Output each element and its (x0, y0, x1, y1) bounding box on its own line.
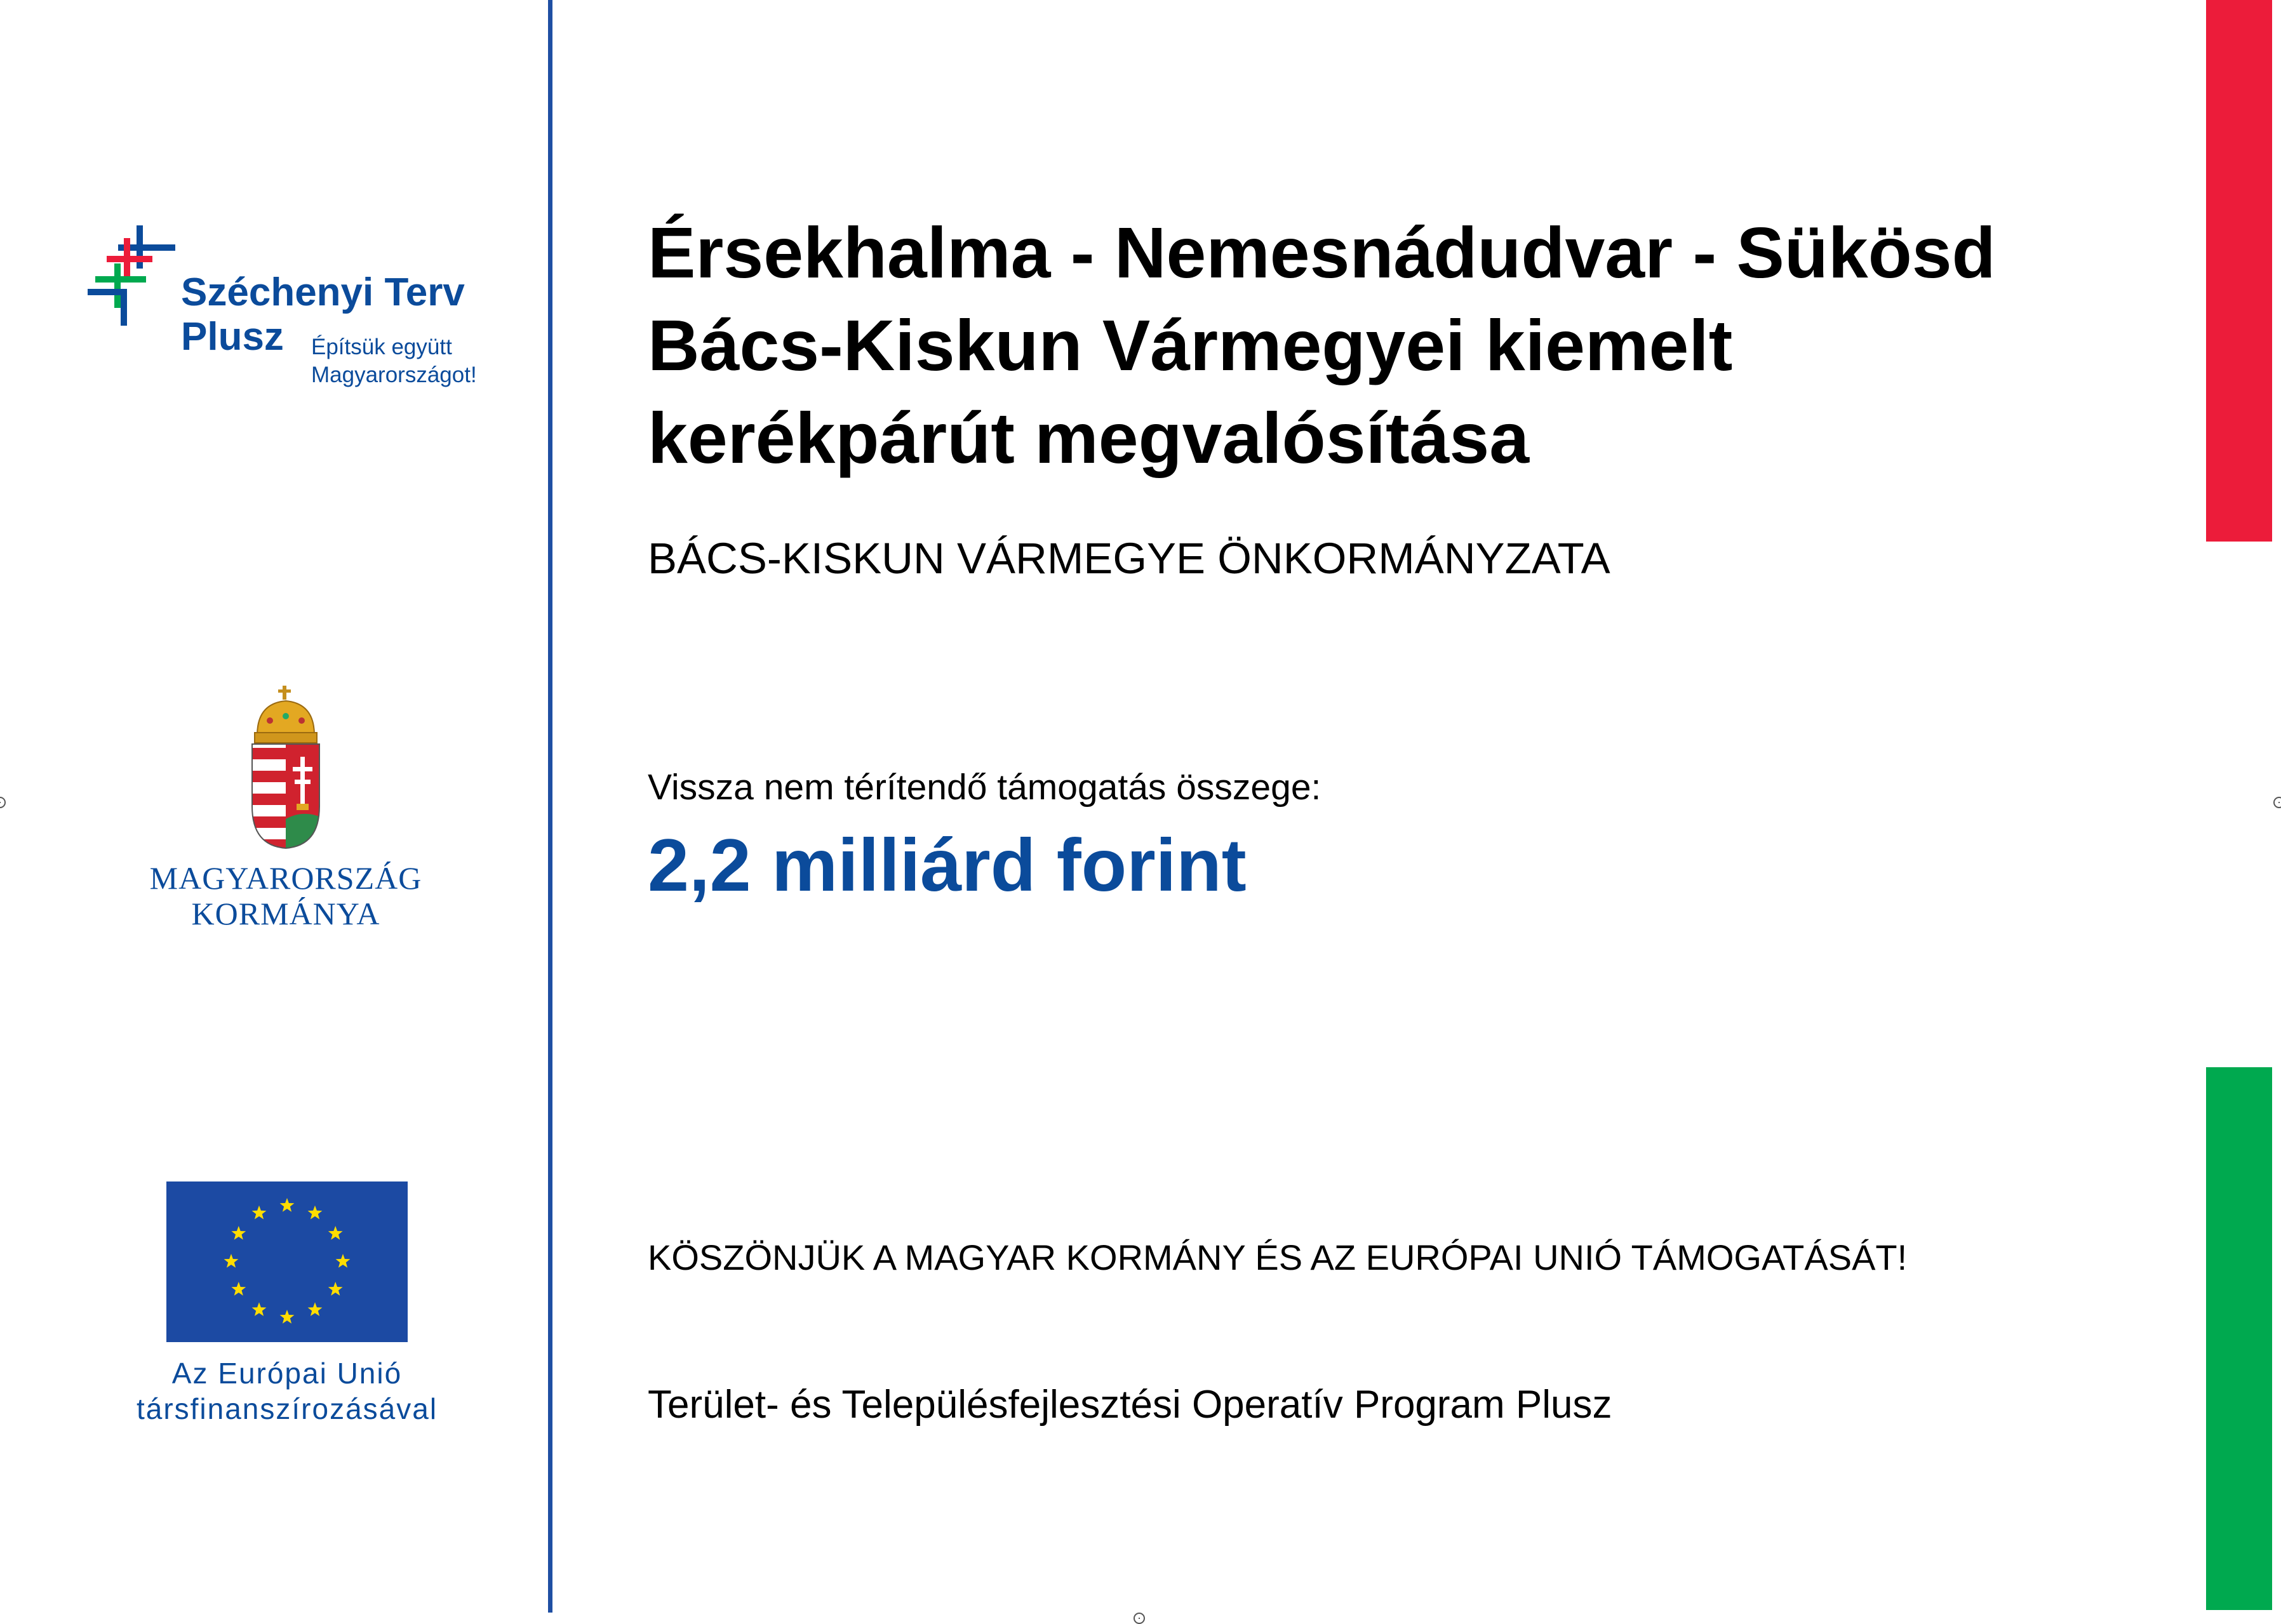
eu-flag-icon (166, 1181, 408, 1342)
szechenyi-slogan-line1: Építsük együtt (311, 335, 452, 359)
registration-mark (1134, 1613, 1145, 1624)
registration-mark (0, 797, 6, 808)
vertical-divider (548, 0, 552, 1613)
green-stripe (2206, 1067, 2272, 1610)
szechenyi-cross-icon (88, 225, 189, 327)
szechenyi-slogan-line2: Magyarországot! (311, 363, 477, 387)
project-title (648, 206, 2172, 484)
hungarian-coat-of-arms-icon (244, 686, 327, 849)
beneficiary-name: BÁCS-KISKUN VÁRMEGYE ÖNKORMÁNYZATA (648, 534, 1610, 583)
thanks-text: KÖSZÖNJÜK A MAGYAR KORMÁNY ÉS AZ EURÓPAI UNIÓ TÁMOGATÁSÁT! (648, 1237, 1908, 1277)
government-label (95, 860, 476, 931)
eu-line1: Az Európai Unió (171, 1357, 403, 1390)
szechenyi-title: Széchenyi Terv (181, 270, 465, 314)
red-stripe (2206, 0, 2272, 542)
project-title-line2: Bács-Kiskun Vármegyei kiemelt (648, 305, 1733, 385)
government-line2: KORMÁNYA (191, 896, 380, 931)
eu-line2: társfinanszírozásával (136, 1392, 438, 1425)
eu-label (76, 1355, 498, 1427)
government-line1: MAGYARORSZÁG (149, 860, 422, 896)
szechenyi-terv-plusz-logo (88, 225, 494, 397)
project-title-line3: kerékpárút megvalósítása (648, 398, 1530, 478)
registration-mark (2273, 797, 2281, 808)
project-title-line1: Érsekhalma - Nemesnádudvar - Sükösd (648, 213, 1996, 293)
szechenyi-slogan (311, 333, 477, 389)
support-label: Vissza nem térítendő támogatás összege: (648, 767, 1321, 808)
support-amount: 2,2 milliárd forint (648, 823, 1247, 907)
program-name: Terület- és Településfejlesztési Operatív Program Plusz (648, 1383, 1612, 1427)
szechenyi-plusz: Plusz (181, 315, 284, 359)
